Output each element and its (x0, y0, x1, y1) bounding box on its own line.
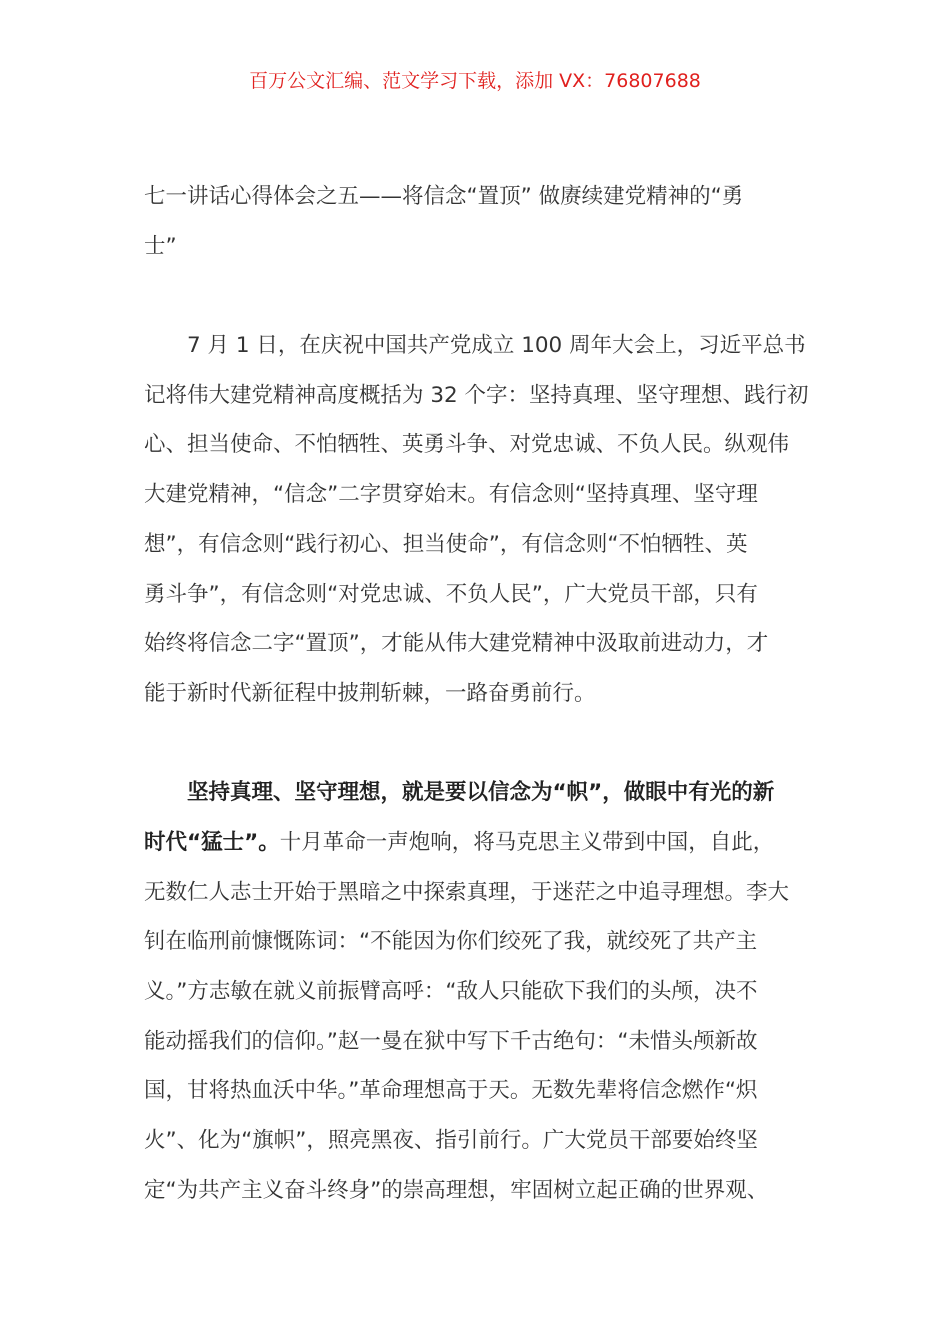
paragraph-line: 定“为共产主义奋斗终身”的崇高理想，牢固树立起正确的世界观、 (144, 1177, 769, 1203)
paragraph-text: 十月革命一声炮响，将马克思主义带到中国，自此， (279, 829, 775, 855)
paragraph-line (144, 818, 824, 868)
paragraph-line (144, 768, 824, 818)
document-title-line: 士” (144, 233, 177, 259)
paragraph-line: 勇斗争”，有信念则“对党忠诚、不负人民”，广大党员干部，只有 (144, 581, 758, 607)
paragraph-line: 能动摇我们的信仰。”赵一曼在狱中写下千古绝句：“未惜头颅新故 (144, 1028, 758, 1054)
paragraph-line: 钊在临刑前慷慨陈词：“不能因为你们绞死了我，就绞死了共产主 (144, 929, 758, 955)
section-heading-end: 时代“猛士”。 (144, 829, 280, 855)
paragraph-line: 7 月 1 日，在庆祝中国共产党成立 100 周年大会上，习近平总书 (187, 333, 806, 359)
paragraph-line: 国，甘将热血沃中华。”革命理想高于天。无数先辈将信念燃作“炽 (144, 1078, 758, 1104)
document-body (144, 172, 824, 1215)
paragraph-line: 义。”方志敏在就义前振臂高呼：“敌人只能砍下我们的头颅，决不 (144, 979, 758, 1004)
paragraph-line: 心、担当使命、不怕牺牲、英勇斗争、对党忠诚、不负人民。纵观伟 (144, 432, 790, 458)
paragraph-line: 始终将信念二字“置顶”，才能从伟大建党精神中汲取前进动力，才 (144, 631, 769, 657)
watermark-header: 百万公文汇编、范文学习下载，添加 VX：76807688 (249, 70, 701, 92)
paragraph-line: 火”、化为“旗帜”，照亮黑夜、指引前行。广大党员干部要始终坚 (144, 1128, 758, 1154)
section-heading: 坚持真理、坚守理想，就是要以信念为“帜”，做眼中有光的新 (187, 780, 775, 806)
paragraph-line: 想”，有信念则“践行初心、担当使命”，有信念则“不怕牺牲、英 (144, 531, 748, 557)
document-title-line: 七一讲话心得体会之五——将信念“置顶” 做赓续建党精神的“勇 (144, 184, 744, 209)
paragraph-line: 大建党精神，“信念”二字贯穿始末。有信念则“坚持真理、坚守理 (144, 482, 758, 508)
paragraph-line: 无数仁人志士开始于黑暗之中探索真理，于迷茫之中追寻理想。李大 (144, 879, 790, 905)
paragraph-line: 能于新时代新征程中披荆斩棘，一路奋勇前行。 (144, 680, 596, 706)
paragraph-line: 记将伟大建党精神高度概括为 32 个字：坚持真理、坚守理想、践行初 (144, 382, 809, 408)
